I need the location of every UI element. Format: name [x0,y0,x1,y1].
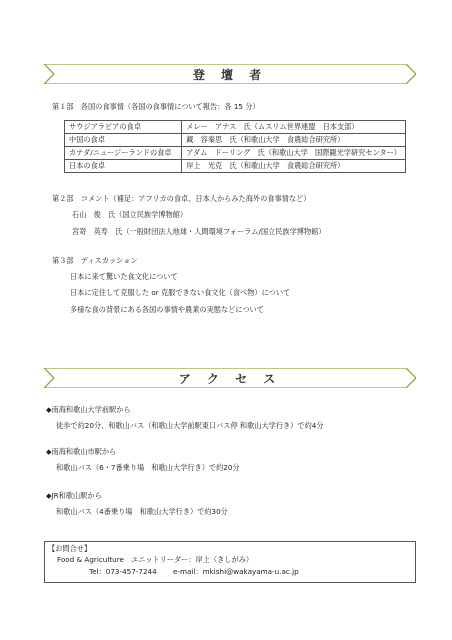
speaker-cell: 岸上 光克 氏（和歌山大学 食農総合研究所） [182,160,406,173]
topic-cell: 日本の食卓 [65,160,182,173]
access-station: ◆JR和歌山駅から [46,491,102,500]
access-station: ◆南海和歌山大学前駅から [46,405,131,414]
contact-unit: Food & Agriculture ユニットリーダー：岸上（きしがみ） [57,555,254,564]
part2-commenter: 宮嵜 英寿 氏（一般財団法人地球・人間環境フォーラム/国立民族学博物館） [72,227,326,236]
part1-heading: 第１部 各国の食事情（各国の食事情について報告：各 15 分） [52,102,260,111]
part2-commenter: 石山 俊 氏（国立民族学博物館） [72,210,188,219]
topic-cell: カナダ/ニュージーランドの食卓 [65,147,182,160]
contact-box [44,541,416,583]
contact-email: e-mail：mkishi@wakayama-u.ac.jp [173,567,299,576]
part3-heading: 第３部 ディスカッション [52,256,138,265]
discussion-topic: 日本に来て驚いた食文化について [70,272,178,281]
access-route: 和歌山バス（4番乗り場 和歌山大学行き）で約30分 [56,507,228,516]
topic-cell: 中国の食卓 [65,134,182,147]
schedule-table [64,120,406,173]
discussion-topic: 日本に定住して克服した or 克服できない食文化（食べ物）について [70,288,291,297]
speakers-banner [44,64,416,84]
speaker-cell: アダム ドーリング 氏（和歌山大学 国際観光学研究センター） [182,147,406,160]
speakers-title: 登 壇 者 [192,68,268,82]
topic-cell: サウジアラビアの食卓 [65,121,182,134]
table-row [65,147,406,160]
discussion-topic: 多様な食の背景にある各国の事情や農業の実態などについて [70,305,264,314]
access-route: 徒歩で約20分、和歌山バス（和歌山大学前駅東口バス停 和歌山大学行き）で約4分 [56,421,324,430]
part2-heading: 第２部 コメント（補足：アフリカの食卓、日本人からみた海外の食事情など） [52,194,311,203]
access-title: ア ク セ ス [178,372,282,386]
contact-heading: 【お問合せ】 [48,544,92,553]
speaker-cell: メレー アナス 氏（ムスリム世界連盟 日本支部） [182,121,406,134]
table-row [65,121,406,134]
table-row [65,134,406,147]
access-banner [44,368,416,388]
access-route: 和歌山バス（6・7番乗り場 和歌山大学行き）で約20分 [56,463,240,472]
speaker-cell: 藏 容秦思 氏（和歌山大学 食農総合研究所） [182,134,406,147]
access-station: ◆南海和歌山市駅から [46,447,117,456]
contact-tel: Tel：073-457-7244 [89,567,157,576]
table-row [65,160,406,173]
